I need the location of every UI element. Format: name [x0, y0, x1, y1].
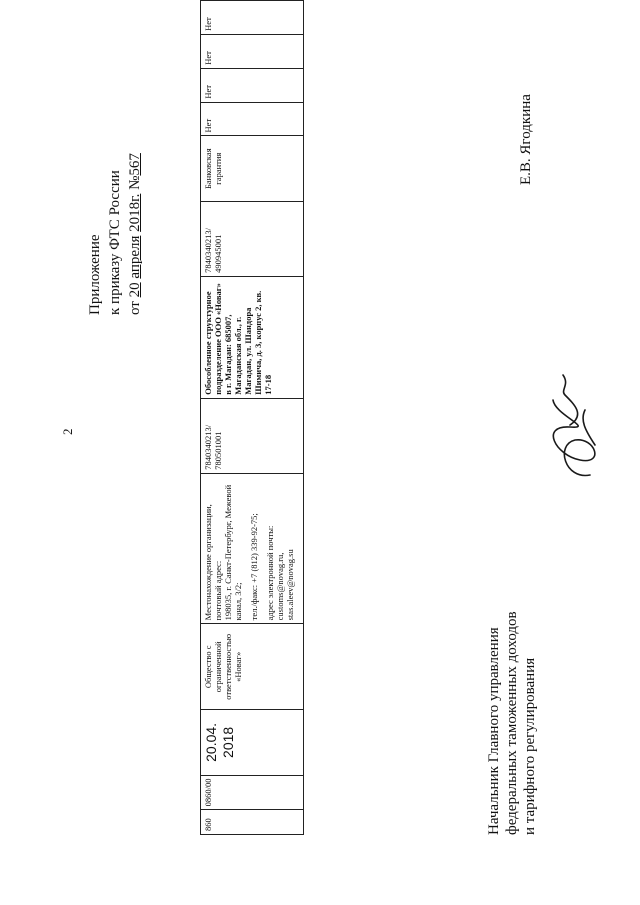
signatory-title: [485, 611, 539, 835]
cell-row-number: 860: [201, 810, 304, 835]
signatory-title-line-2: федеральных таможенных доходов: [504, 611, 520, 835]
address-street: 198035, г. Санкт-Петербург, Межевой канал, 3/2;: [223, 484, 243, 621]
cell-date: [201, 710, 304, 775]
signatory-title-line-3: и тарифного регулирования: [522, 657, 538, 835]
appendix-header: [85, 153, 145, 315]
cell-no-1: Нет: [201, 102, 304, 136]
date-year: 2018: [220, 726, 236, 758]
date-day-month: 20.04.: [203, 722, 219, 762]
cell-no-2: Нет: [201, 68, 304, 102]
signatory-title-line-1: Начальник Главного управления: [486, 627, 502, 835]
address-label: Местонахождение организации, почтовый адрес:: [203, 504, 223, 621]
signer-name: Е.В. Ягодкина: [518, 94, 534, 185]
address-email-1: customs@novag.ru,: [275, 552, 285, 621]
cell-inn-kpp-1: 7840340213/ 780501001: [201, 398, 304, 473]
appendix-month: апреля: [127, 235, 143, 279]
appendix-from: от: [127, 301, 143, 315]
appendix-day: 20: [127, 282, 143, 298]
appendix-title: Приложение: [87, 234, 103, 315]
cell-address: [201, 473, 304, 624]
cell-organization: [201, 624, 304, 710]
address-phone: тел./факс: +7 (812) 339-92-75;: [249, 513, 259, 621]
cell-no-3: Нет: [201, 34, 304, 68]
appendix-number: 567: [127, 153, 143, 176]
appendix-year: 2018г.: [127, 193, 143, 232]
table-row: [201, 1, 304, 835]
org-line-3: ответственностью: [223, 633, 233, 700]
cell-no-4: Нет: [201, 1, 304, 35]
org-line-1: Общество с: [203, 645, 213, 689]
appendix-number-label: №: [127, 175, 143, 190]
register-table: [200, 0, 304, 835]
cell-customs-code: 0860/00: [201, 775, 304, 810]
cell-guarantee: Банковская гарантия: [201, 136, 304, 201]
appendix-order-ref: к приказу ФТС России: [107, 170, 123, 315]
org-line-2: ограниченной: [213, 641, 223, 693]
handwritten-signature-icon: [535, 365, 615, 485]
appendix-date-line: [125, 153, 145, 315]
org-line-4: «Новаг»: [233, 651, 243, 682]
page-number: 2: [60, 428, 75, 435]
cell-inn-kpp-2: 7840340213/ 490945001: [201, 201, 304, 276]
address-email-label: адрес электронной почты:: [265, 525, 275, 621]
cell-branch: Обособленное структурное подразделение ООО «Новаг» в г. Магадан: 685007, Магаданская обл., г. Магадан, ул. Шандора Шимича, д. 3, корпус 2, кв. 17-18: [201, 276, 304, 398]
address-email-2: stas.aleev@novag.su: [285, 549, 295, 621]
